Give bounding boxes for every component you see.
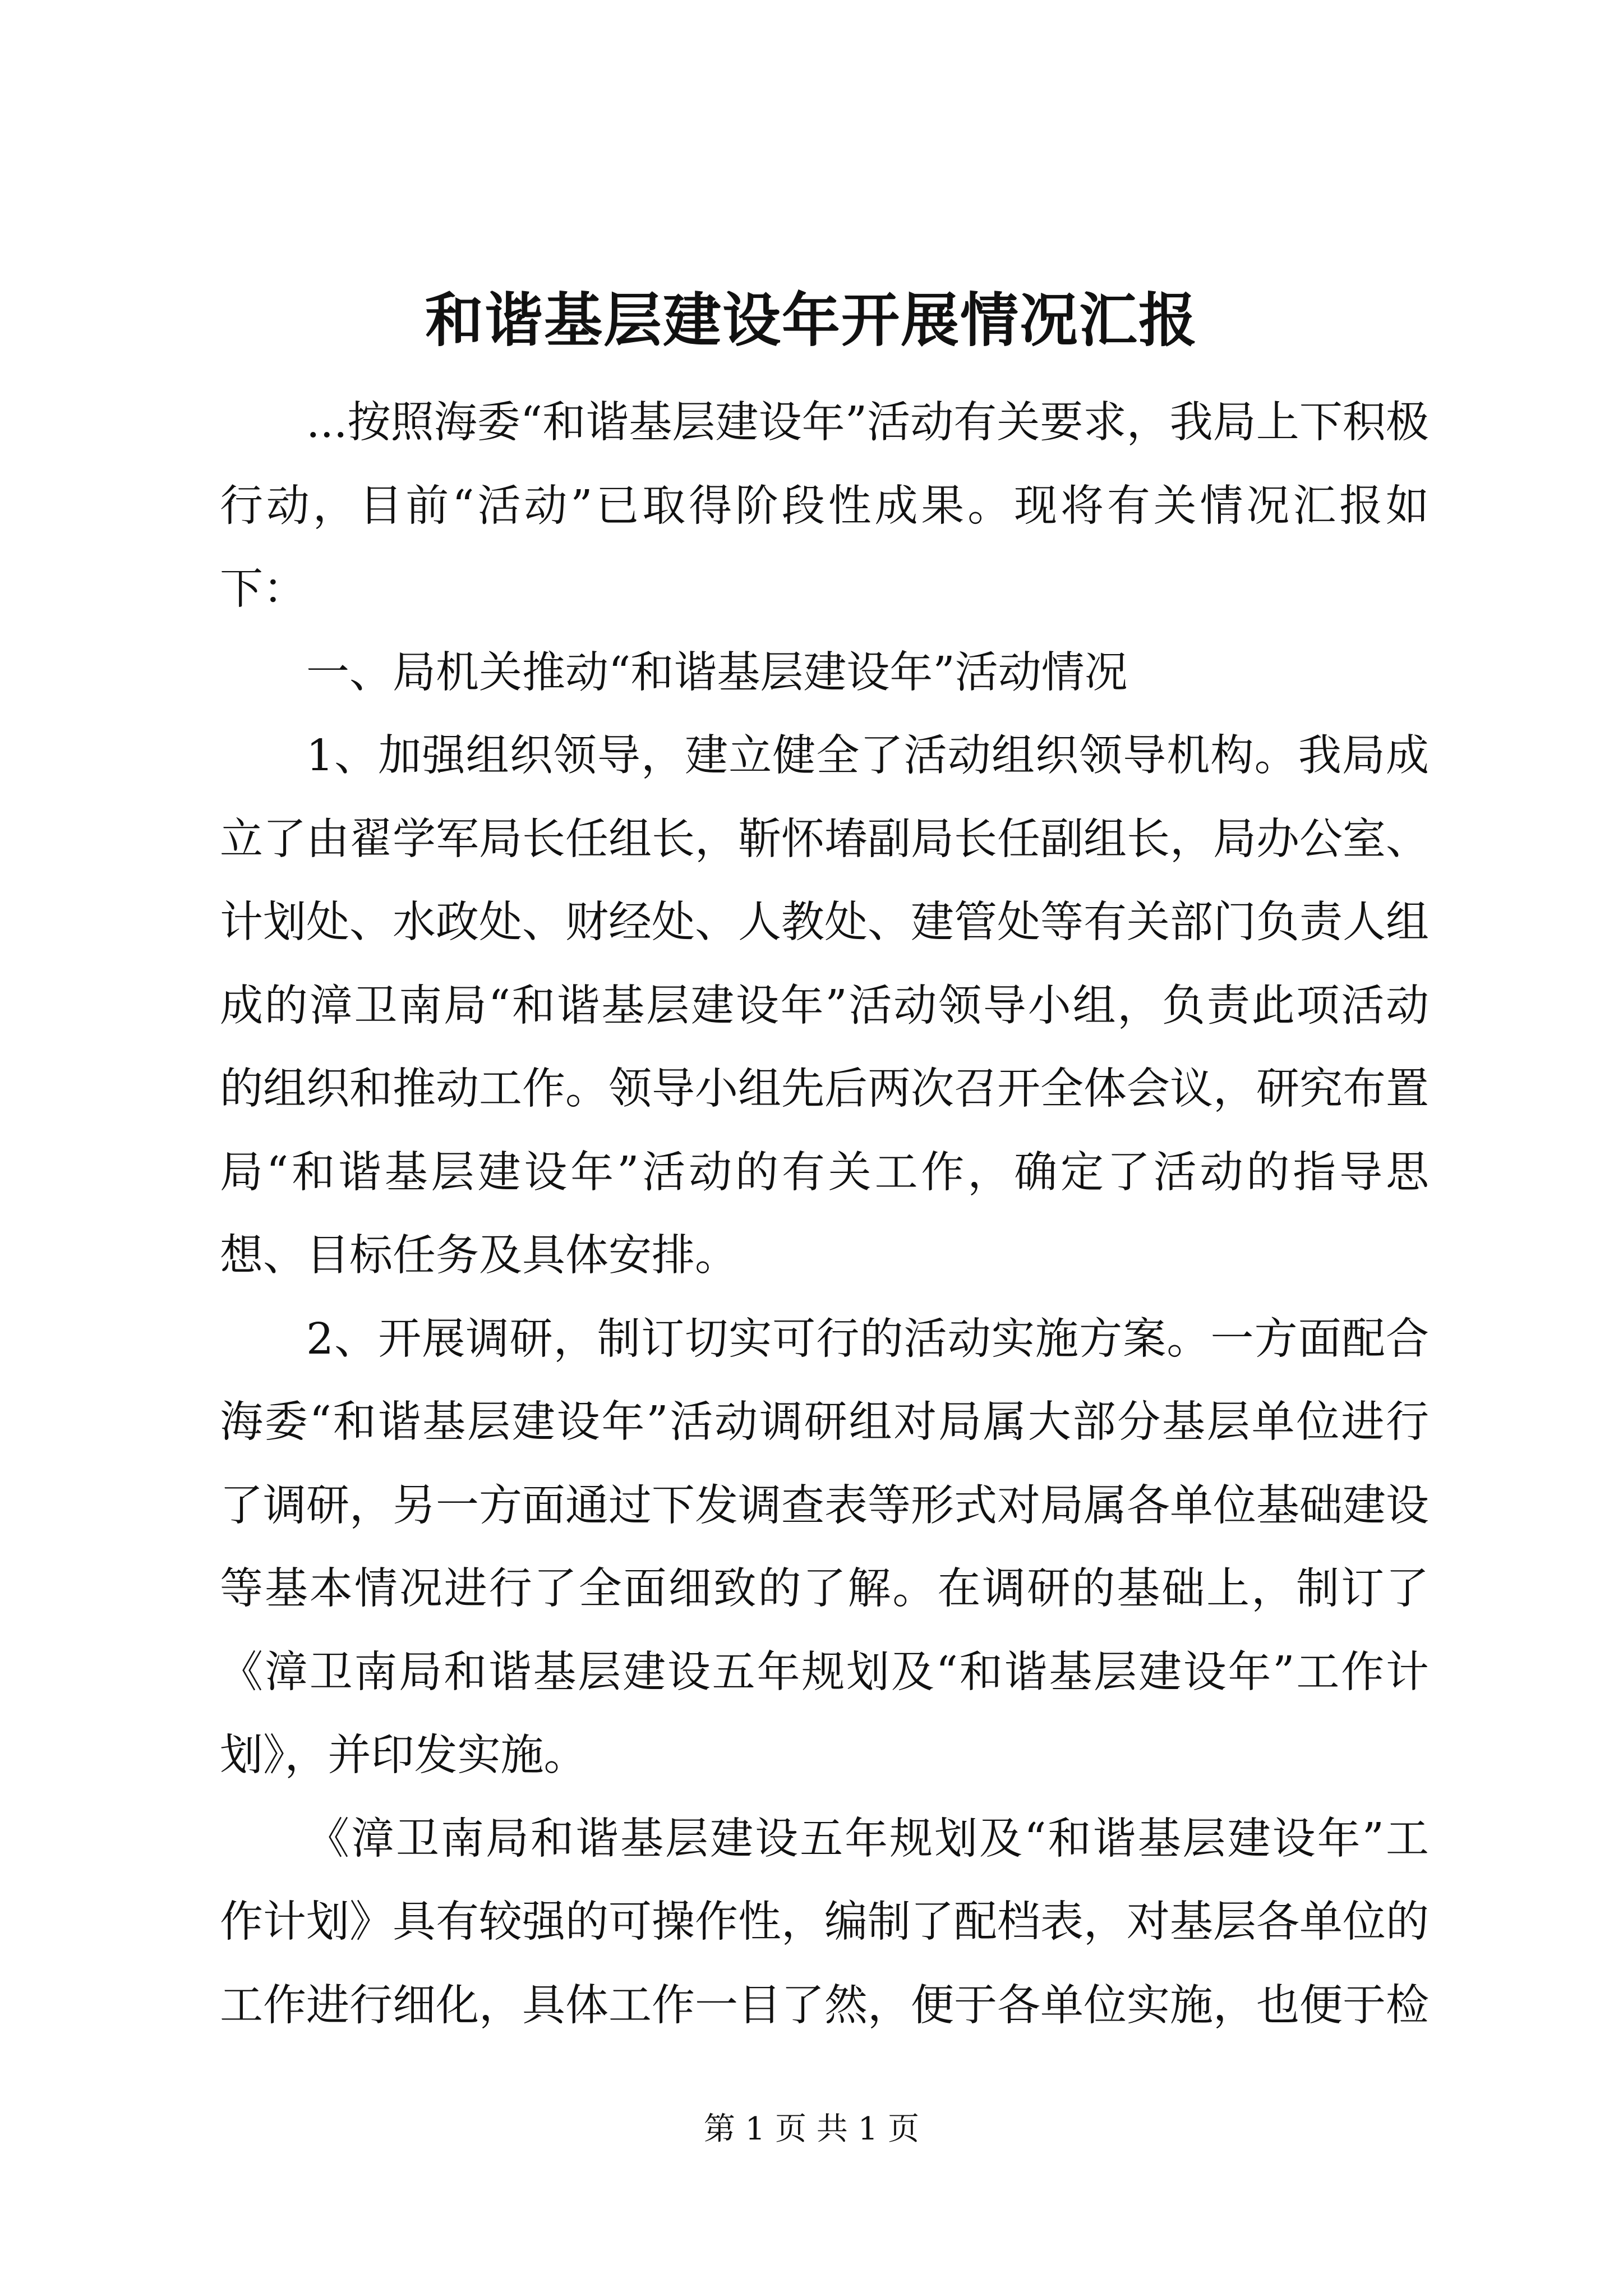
- paragraph-item-1: 1、加强组织领导，建立健全了活动组织领导机构。我局成立了由翟学军局长任组长，靳怀堾副局长任副组长，局办公室、计划处、水政处、财经处、人教处、建管处等有关部门负责人组成的漳卫南局“和谐基层建设年”活动领导小组，负责此项活动的组织和推动工作。领导小组先后两次召开全体会议，研究布置局“和谐基层建设年”活动的有关工作，确定了活动的指导思想、目标任务及具体安排。: [220, 731, 1429, 1281]
- paragraph-plan: 《漳卫南局和谐基层建设五年规划及“和谐基层建设年”工作计划》具有较强的可操作性，编制了配档表，对基层各单位的工作进行细化，具体工作一目了然，便于各单位实施，也便于检: [220, 1814, 1429, 2031]
- paragraph-item-2: 2、开展调研，制订切实可行的活动实施方案。一方面配合海委“和谐基层建设年”活动调研组对局属大部分基层单位进行了调研，另一方面通过下发调查表等形式对局属各单位基础建设等基本情况进行了全面细致的了解。在调研的基础上，制订了《漳卫南局和谐基层建设五年规划及“和谐基层建设年”工作计划》，并印发实施。: [220, 1314, 1429, 1780]
- document-title: 和谐基层建设年开展情况汇报: [425, 286, 1198, 355]
- section-heading-1: 一、局机关推动“和谐基层建设年”活动情况: [306, 647, 1128, 698]
- paragraph-intro: ...按照海委“和谐基层建设年”活动有关要求，我局上下积极行动，目前“活动”已取得阶段性成果。现将有关情况汇报如下：: [220, 398, 1429, 614]
- page-footer: 第 1 页 共 1 页: [703, 2111, 920, 2147]
- document-body: [220, 381, 1429, 2047]
